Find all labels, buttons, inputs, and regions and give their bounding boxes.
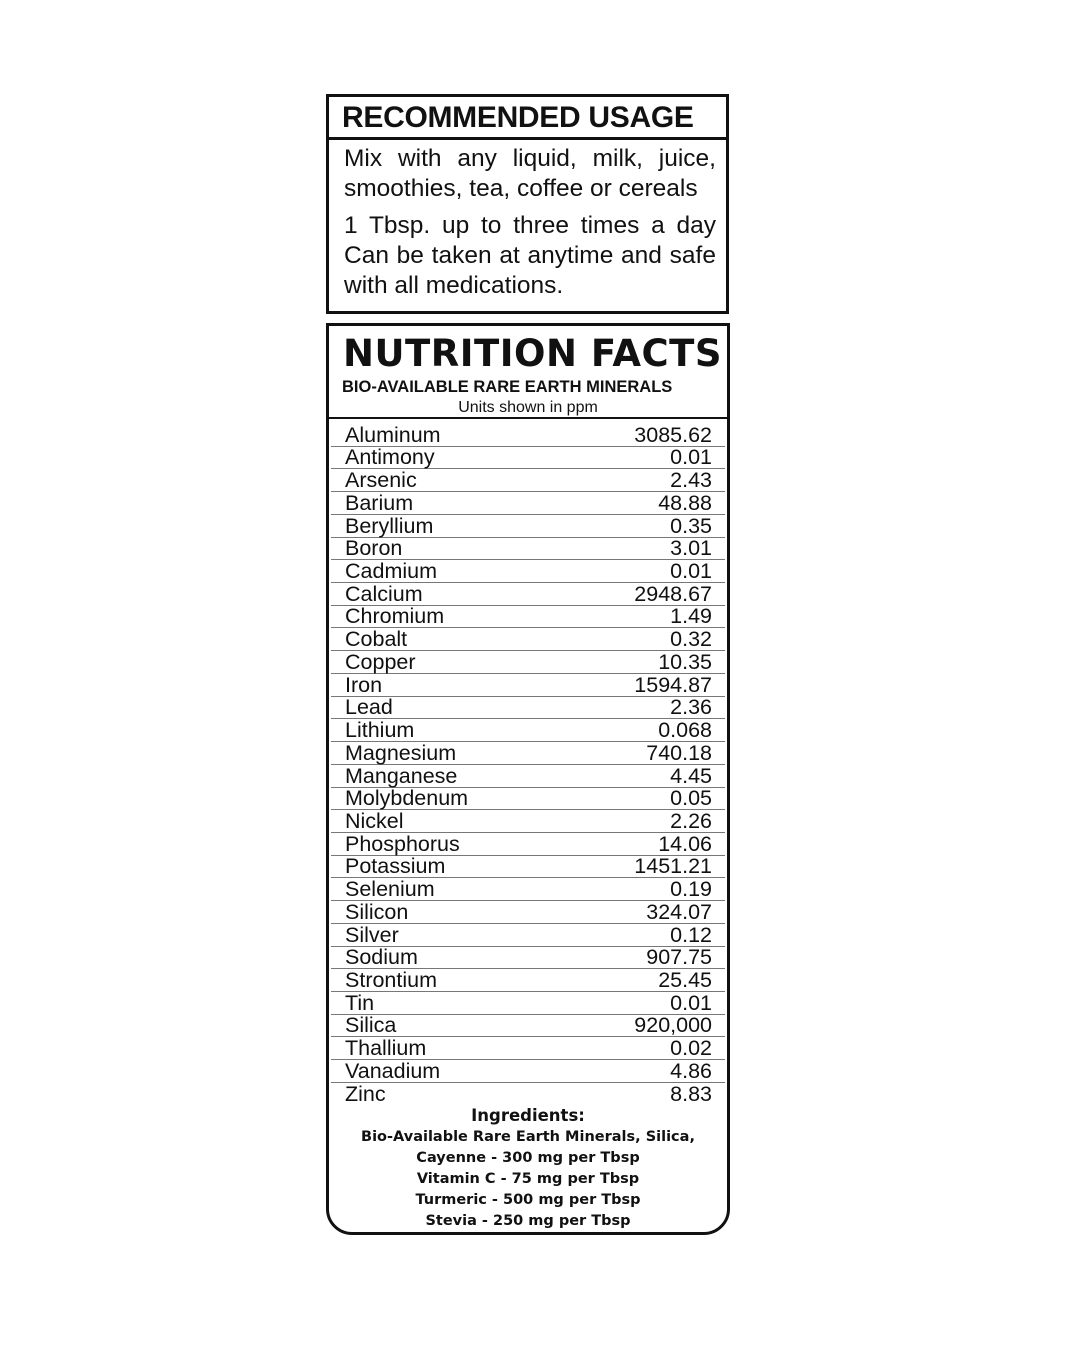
mineral-value: 4.86 xyxy=(670,1058,712,1083)
mineral-value: 14.06 xyxy=(658,831,712,856)
mineral-name: Antimony xyxy=(345,445,435,470)
nutrition-facts-header xyxy=(329,326,727,419)
usage-paragraph-mixing: Mix with any liquid, milk, juice, smoothies, tea, coffee or cereals xyxy=(344,145,716,202)
table-row xyxy=(331,1015,725,1038)
nutrition-facts-panel xyxy=(326,323,730,1235)
mineral-table xyxy=(329,424,727,1105)
table-row xyxy=(331,560,725,583)
mineral-name: Molybdenum xyxy=(345,786,469,811)
ingredient-line: Bio-Available Rare Earth Minerals, Silica, xyxy=(361,1129,695,1145)
table-row xyxy=(331,674,725,697)
mineral-value: 25.45 xyxy=(658,967,712,992)
mineral-name: Arsenic xyxy=(345,468,417,493)
mineral-value: 0.05 xyxy=(670,786,712,811)
mineral-value: 3.01 xyxy=(670,536,712,561)
mineral-name: Silver xyxy=(345,922,399,947)
usage-paragraph-dosage: 1 Tbsp. up to three times a day Can be taken at anytime and safe with all medications. xyxy=(344,212,716,299)
table-row xyxy=(331,1060,725,1083)
mineral-value: 0.01 xyxy=(670,445,712,470)
mineral-name: Potassium xyxy=(345,854,446,879)
mineral-value: 10.35 xyxy=(658,649,712,674)
mineral-name: Vanadium xyxy=(345,1058,441,1083)
mineral-name: Cobalt xyxy=(345,627,408,652)
table-row xyxy=(331,901,725,924)
mineral-value: 0.01 xyxy=(670,559,712,584)
mineral-name: Zinc xyxy=(345,1081,386,1106)
table-row xyxy=(331,856,725,879)
table-row xyxy=(331,878,725,901)
mineral-value: 4.45 xyxy=(670,763,712,788)
units-note: Units shown in ppm xyxy=(458,399,598,416)
mineral-name: Magnesium xyxy=(345,740,457,765)
table-row xyxy=(331,788,725,811)
mineral-value: 920,000 xyxy=(634,1013,712,1038)
mineral-name: Copper xyxy=(345,649,416,674)
mineral-value: 1451.21 xyxy=(634,854,712,879)
mineral-value: 1594.87 xyxy=(634,672,712,697)
mineral-name: Silica xyxy=(345,1013,397,1038)
table-row xyxy=(331,424,725,447)
ingredient-line: Stevia - 250 mg per Tbsp xyxy=(425,1213,631,1229)
nutrition-facts-subtitle: BIO-AVAILABLE RARE EARTH MINERALS xyxy=(342,378,673,396)
mineral-value: 0.02 xyxy=(670,1036,712,1061)
ingredient-line: Cayenne - 300 mg per Tbsp xyxy=(416,1150,640,1166)
mineral-value: 0.19 xyxy=(670,877,712,902)
table-row xyxy=(331,810,725,833)
ingredients-title: Ingredients: xyxy=(471,1106,585,1125)
mineral-value: 907.75 xyxy=(646,945,712,970)
table-row xyxy=(331,469,725,492)
usage-title: RECOMMENDED USAGE xyxy=(329,97,726,140)
mineral-value: 324.07 xyxy=(646,899,712,924)
mineral-name: Lithium xyxy=(345,718,415,743)
mineral-value: 2.36 xyxy=(670,695,712,720)
table-row xyxy=(331,719,725,742)
mineral-name: Calcium xyxy=(345,581,423,606)
mineral-name: Thallium xyxy=(345,1036,427,1061)
table-row xyxy=(331,947,725,970)
table-row xyxy=(331,833,725,856)
mineral-value: 0.35 xyxy=(670,513,712,538)
mineral-name: Chromium xyxy=(345,604,445,629)
mineral-name: Selenium xyxy=(345,877,435,902)
mineral-name: Manganese xyxy=(345,763,458,788)
mineral-value: 0.32 xyxy=(670,627,712,652)
mineral-name: Barium xyxy=(345,490,414,515)
mineral-name: Nickel xyxy=(345,808,404,833)
usage-body xyxy=(329,140,726,301)
mineral-name: Lead xyxy=(345,695,393,720)
mineral-value: 0.068 xyxy=(658,718,712,743)
ingredient-line: Vitamin C - 75 mg per Tbsp xyxy=(416,1171,640,1187)
mineral-value: 2.43 xyxy=(670,468,712,493)
mineral-value: 1.49 xyxy=(670,604,712,629)
mineral-value: 48.88 xyxy=(658,490,712,515)
mineral-value: 8.83 xyxy=(670,1081,712,1106)
mineral-value: 3085.62 xyxy=(634,422,712,447)
mineral-value: 740.18 xyxy=(646,740,712,765)
table-row xyxy=(331,628,725,651)
table-row xyxy=(331,924,725,947)
mineral-value: 2948.67 xyxy=(634,581,712,606)
recommended-usage-panel xyxy=(326,94,729,314)
mineral-name: Boron xyxy=(345,536,403,561)
table-row xyxy=(331,583,725,606)
table-row xyxy=(331,492,725,515)
ingredient-line: Turmeric - 500 mg per Tbsp xyxy=(415,1192,641,1208)
mineral-name: Tin xyxy=(345,990,375,1015)
table-row xyxy=(331,447,725,470)
table-row xyxy=(331,969,725,992)
nutrition-facts-title: NUTRITION FACTS xyxy=(343,332,723,375)
mineral-name: Phosphorus xyxy=(345,831,460,856)
mineral-name: Beryllium xyxy=(345,513,434,538)
mineral-name: Sodium xyxy=(345,945,418,970)
mineral-name: Iron xyxy=(345,672,383,697)
mineral-name: Strontium xyxy=(345,967,438,992)
ingredients-section xyxy=(329,1106,727,1232)
table-row xyxy=(331,697,725,720)
table-row xyxy=(331,606,725,629)
table-row xyxy=(331,538,725,561)
mineral-value: 0.01 xyxy=(670,990,712,1015)
table-row xyxy=(331,1037,725,1060)
table-row xyxy=(331,992,725,1015)
table-row xyxy=(331,1083,725,1105)
table-row xyxy=(331,515,725,538)
mineral-value: 0.12 xyxy=(670,922,712,947)
table-row xyxy=(331,651,725,674)
mineral-name: Silicon xyxy=(345,899,409,924)
mineral-value: 2.26 xyxy=(670,808,712,833)
table-row xyxy=(331,742,725,765)
table-row xyxy=(331,765,725,788)
mineral-name: Cadmium xyxy=(345,559,437,584)
mineral-name: Aluminum xyxy=(345,422,441,447)
